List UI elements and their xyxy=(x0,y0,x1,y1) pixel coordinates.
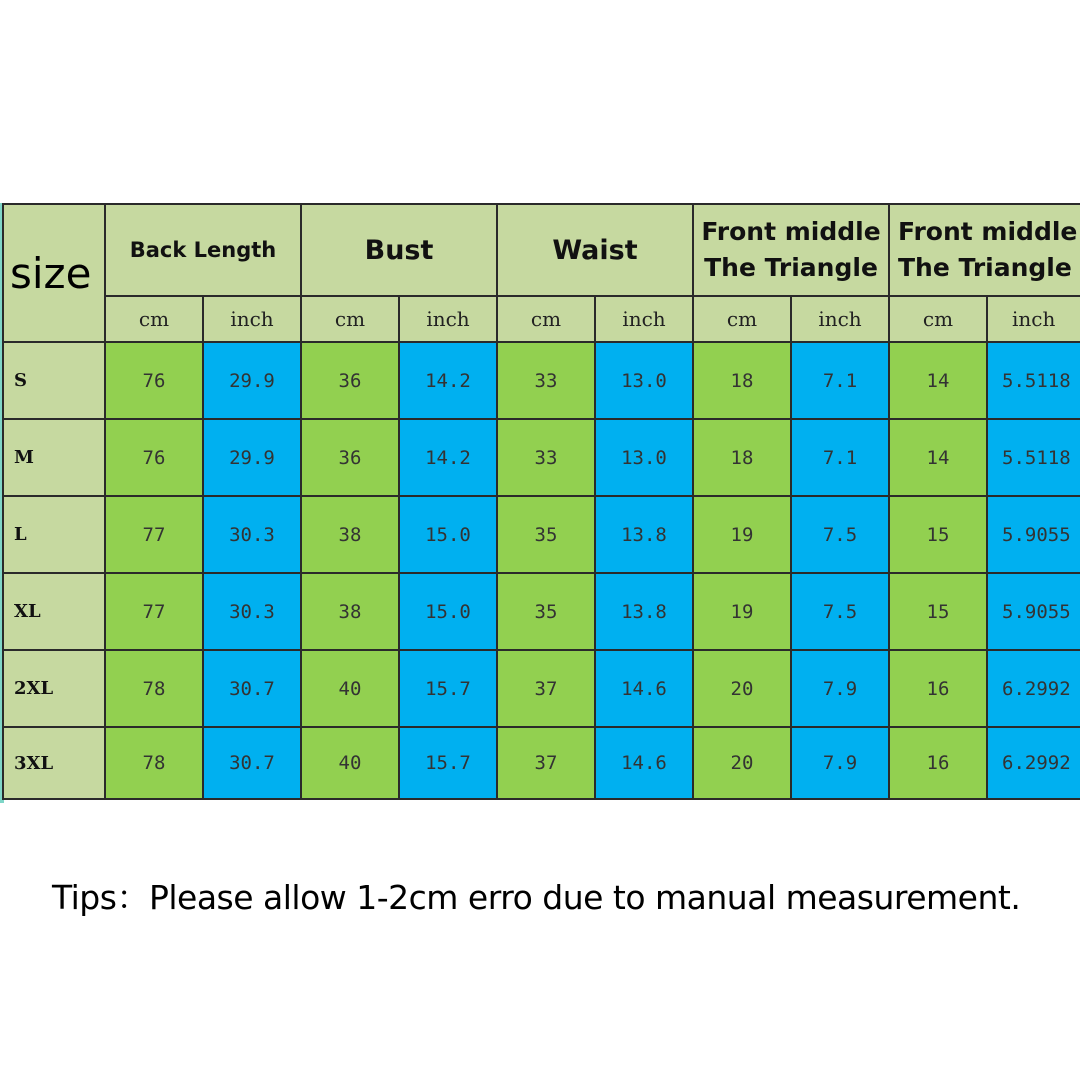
value-cell-cm: 16 xyxy=(889,650,987,727)
value-cell-cm: 38 xyxy=(301,573,399,650)
value-cell-inch: 13.8 xyxy=(595,496,693,573)
value-cell-inch: 15.0 xyxy=(399,496,497,573)
size-cell: S xyxy=(3,342,105,419)
value-cell-inch: 13.8 xyxy=(595,573,693,650)
table-row xyxy=(3,496,1080,573)
header-front-middle-triangle-2 xyxy=(889,204,1080,296)
value-cell-inch: 5.5118 xyxy=(987,419,1080,496)
value-cell-cm: 14 xyxy=(889,342,987,419)
header-label: Bust xyxy=(364,234,434,266)
value-cell-inch: 15.0 xyxy=(399,573,497,650)
value-cell-inch: 14.2 xyxy=(399,419,497,496)
value-cell-inch: 30.3 xyxy=(203,573,301,650)
unit-cell: cm xyxy=(301,296,399,342)
value-cell-cm: 76 xyxy=(105,342,203,419)
value-cell-cm: 15 xyxy=(889,496,987,573)
value-cell-cm: 20 xyxy=(693,650,791,727)
value-cell-cm: 19 xyxy=(693,496,791,573)
value-cell-inch: 13.0 xyxy=(595,342,693,419)
value-cell-cm: 76 xyxy=(105,419,203,496)
size-cell: M xyxy=(3,419,105,496)
value-cell-cm: 77 xyxy=(105,573,203,650)
unit-cell: inch xyxy=(399,296,497,342)
size-cell: L xyxy=(3,496,105,573)
size-cell: 3XL xyxy=(3,727,105,799)
header-label-line1: Front middle xyxy=(898,217,1078,246)
value-cell-cm: 37 xyxy=(497,650,595,727)
value-cell-cm: 36 xyxy=(301,342,399,419)
value-cell-cm: 40 xyxy=(301,727,399,799)
table-row xyxy=(3,727,1080,799)
header-label-line1: Front middle xyxy=(701,217,881,246)
value-cell-cm: 18 xyxy=(693,419,791,496)
value-cell-inch: 5.9055 xyxy=(987,573,1080,650)
measurement-tips: Tips：Please allow 1-2cm erro due to manual measurement. xyxy=(52,878,1021,917)
header-label-line2: The Triangle xyxy=(898,253,1072,282)
value-cell-cm: 35 xyxy=(497,573,595,650)
unit-cell: inch xyxy=(595,296,693,342)
unit-row xyxy=(3,296,1080,342)
size-header: size xyxy=(3,204,105,342)
value-cell-inch: 30.3 xyxy=(203,496,301,573)
header-back-length xyxy=(105,204,301,296)
table-row xyxy=(3,342,1080,419)
unit-cell: inch xyxy=(203,296,301,342)
value-cell-cm: 36 xyxy=(301,419,399,496)
value-cell-inch: 29.9 xyxy=(203,419,301,496)
unit-cell: inch xyxy=(791,296,889,342)
unit-cell: cm xyxy=(497,296,595,342)
value-cell-inch: 15.7 xyxy=(399,650,497,727)
value-cell-inch: 7.9 xyxy=(791,727,889,799)
value-cell-inch: 7.1 xyxy=(791,419,889,496)
table-row xyxy=(3,650,1080,727)
header-label: Waist xyxy=(552,234,638,266)
value-cell-inch: 14.2 xyxy=(399,342,497,419)
value-cell-cm: 16 xyxy=(889,727,987,799)
value-cell-inch: 7.1 xyxy=(791,342,889,419)
value-cell-cm: 78 xyxy=(105,727,203,799)
value-cell-cm: 35 xyxy=(497,496,595,573)
value-cell-cm: 33 xyxy=(497,419,595,496)
unit-cell: inch xyxy=(987,296,1080,342)
value-cell-inch: 6.2992 xyxy=(987,727,1080,799)
value-cell-inch: 7.5 xyxy=(791,496,889,573)
value-cell-inch: 5.9055 xyxy=(987,496,1080,573)
header-front-middle-triangle-1 xyxy=(693,204,889,296)
unit-cell: cm xyxy=(693,296,791,342)
value-cell-inch: 7.5 xyxy=(791,573,889,650)
value-cell-inch: 29.9 xyxy=(203,342,301,419)
value-cell-inch: 14.6 xyxy=(595,727,693,799)
value-cell-inch: 6.2992 xyxy=(987,650,1080,727)
header-label-line2: The Triangle xyxy=(704,253,878,282)
value-cell-inch: 30.7 xyxy=(203,727,301,799)
value-cell-inch: 30.7 xyxy=(203,650,301,727)
value-cell-inch: 13.0 xyxy=(595,419,693,496)
value-cell-cm: 19 xyxy=(693,573,791,650)
value-cell-cm: 38 xyxy=(301,496,399,573)
value-cell-cm: 40 xyxy=(301,650,399,727)
header-row xyxy=(3,204,1080,296)
header-bust xyxy=(301,204,497,296)
value-cell-cm: 33 xyxy=(497,342,595,419)
header-label: Back Length xyxy=(129,238,277,262)
header-waist xyxy=(497,204,693,296)
table-row xyxy=(3,573,1080,650)
value-cell-cm: 37 xyxy=(497,727,595,799)
value-cell-cm: 15 xyxy=(889,573,987,650)
unit-cell: cm xyxy=(105,296,203,342)
value-cell-cm: 18 xyxy=(693,342,791,419)
value-cell-inch: 7.9 xyxy=(791,650,889,727)
unit-cell: cm xyxy=(889,296,987,342)
size-chart-table xyxy=(2,203,1080,800)
size-cell: XL xyxy=(3,573,105,650)
value-cell-inch: 5.5118 xyxy=(987,342,1080,419)
value-cell-inch: 15.7 xyxy=(399,727,497,799)
value-cell-cm: 14 xyxy=(889,419,987,496)
value-cell-cm: 77 xyxy=(105,496,203,573)
value-cell-inch: 14.6 xyxy=(595,650,693,727)
table-row xyxy=(3,419,1080,496)
value-cell-cm: 78 xyxy=(105,650,203,727)
size-cell: 2XL xyxy=(3,650,105,727)
value-cell-cm: 20 xyxy=(693,727,791,799)
